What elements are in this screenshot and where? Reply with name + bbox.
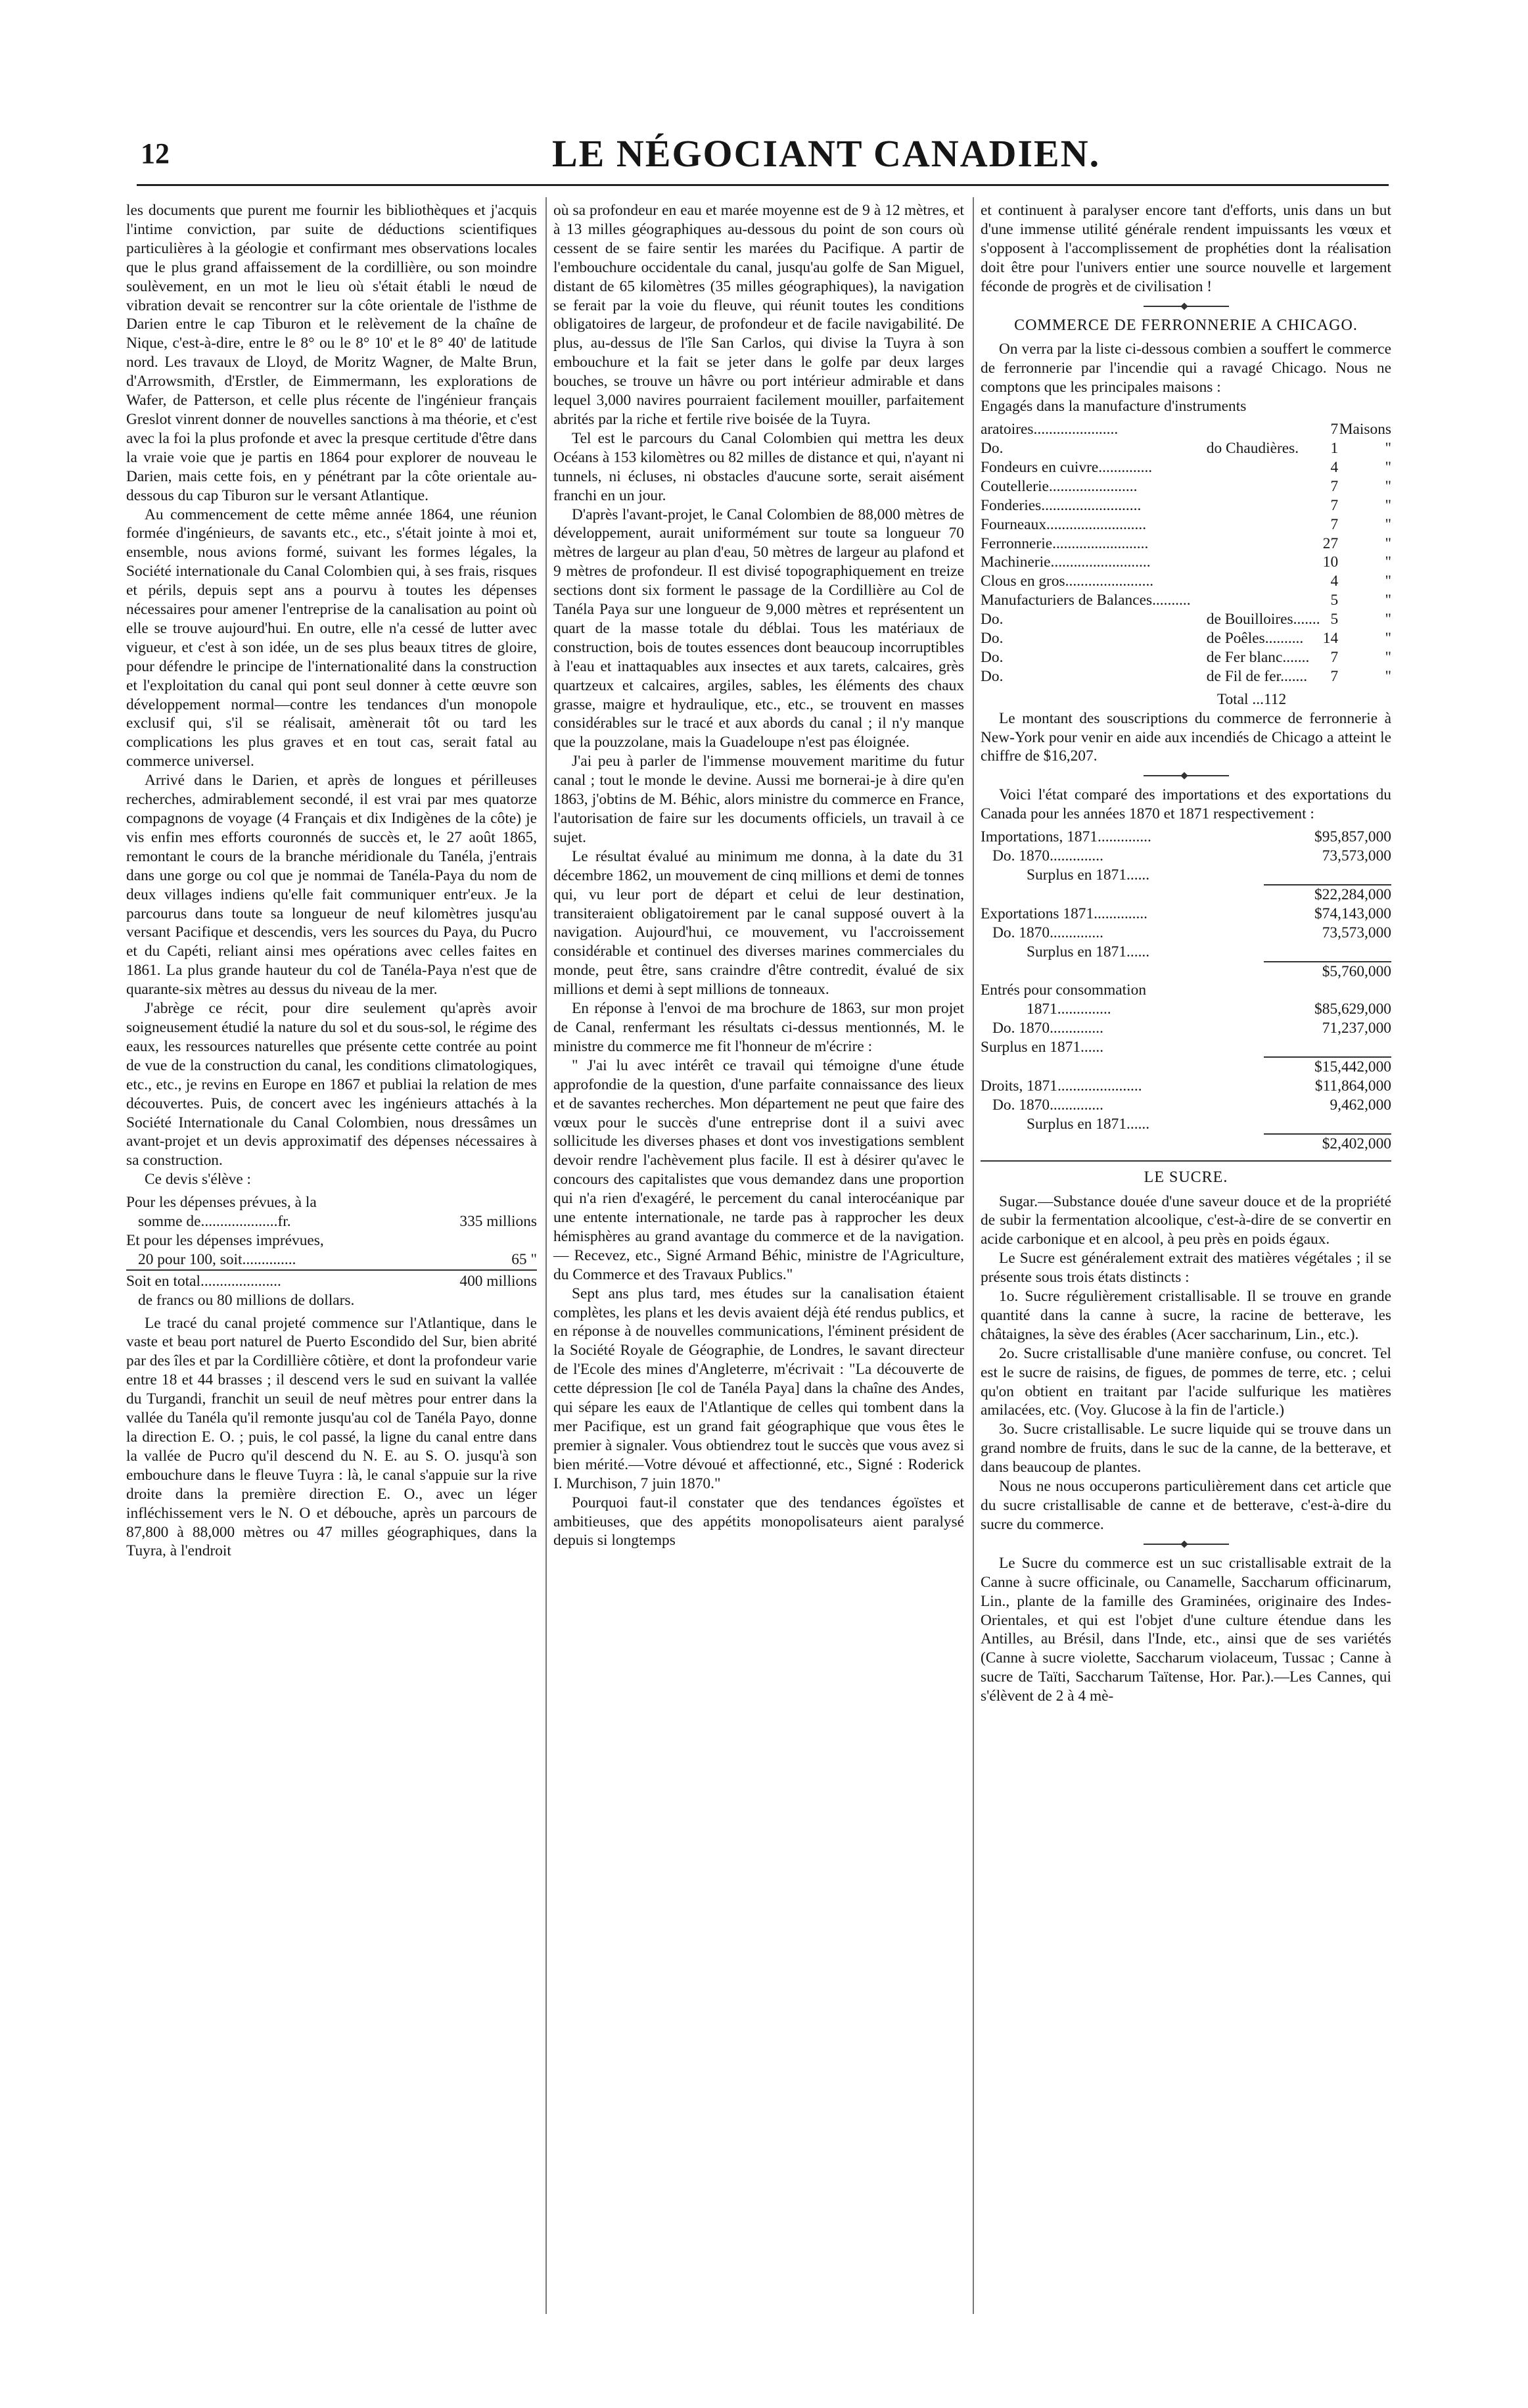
column-2 xyxy=(553,201,964,1550)
table-row xyxy=(981,1057,1391,1077)
trade-label: Do. 1870.............. xyxy=(992,847,1103,865)
trade-label xyxy=(981,962,1264,981)
devis-table xyxy=(126,1193,537,1310)
ferr-unit: " xyxy=(1385,496,1391,514)
paragraph: Le montant des souscriptions du commerce de ferronnerie à New-York pour venir en aide aux incendiés de Chicago a atteint le chiffre de $16,207. xyxy=(981,709,1391,765)
paragraph: Le résultat évalué au minimum me donna, à la date du 31 décembre 1862, un mouvement de cinq millions et demi de tonnes qui, vu leur port de départ et celui de leur destination, transiteraient obligatoirement par le canal supposé ouvert à la navigation. Aujourd'hui, ce mouvement, vu l'accroissement considérable et continuel des diverses marines commerciales du monde, peut être, sans craindre d'être contredit, évalué de six millions et demi à sept millions de tonneaux. xyxy=(553,847,964,999)
section-separator xyxy=(1144,306,1229,307)
table-row xyxy=(981,515,1391,534)
trade-label: Do. 1870.............. xyxy=(992,924,1103,941)
trade-value: $5,760,000 xyxy=(1264,962,1391,981)
paragraph: Sugar.—Substance douée d'une saveur douce et de la propriété de subir la fermentation alcoolique, c'est-à-dire de se convertir en acide carbonique et en alcool, à peu près en poids égaux. xyxy=(981,1192,1391,1248)
trade-table xyxy=(981,828,1391,1153)
paragraph: Pourquoi faut-il constater que des tendances égoïstes et ambitieuses, que des appétits monopolisateurs aient paralysé depuis si longtemps xyxy=(553,1494,964,1549)
table-row xyxy=(981,1134,1391,1154)
column-divider-1 xyxy=(545,197,547,2314)
ferronnerie-table xyxy=(981,420,1391,686)
devis-value: 65 " xyxy=(511,1250,537,1268)
ferr-sublabel xyxy=(1195,534,1323,554)
paragraph: Tel est le parcours du Canal Colombien qui mettra les deux Océans à 153 kilomètres ou 82 milles de distance et qui, n'ayant ni tunnels, ni écluses, ni obstacles d'aucune sorte, serait aisément franchi en un jour. xyxy=(553,429,964,504)
ferronnerie-total: Total ...112 xyxy=(1216,690,1287,708)
trade-value: $22,284,000 xyxy=(1264,885,1391,905)
trade-label xyxy=(981,885,1264,905)
table-row xyxy=(981,885,1391,905)
section-separator xyxy=(1144,1544,1229,1545)
ferr-label: Do. xyxy=(981,439,1004,457)
ferr-count: 10 xyxy=(1322,554,1339,571)
ferr-unit: " xyxy=(1385,439,1391,457)
paragraph: Ce devis s'élève : xyxy=(145,1171,252,1189)
trade-label: 1871.............. xyxy=(1027,1001,1111,1018)
table-row xyxy=(981,924,1391,943)
trade-value: 73,573,000 xyxy=(1322,924,1391,941)
trade-value: $2,402,000 xyxy=(1264,1134,1391,1154)
ferr-label: Manufacturiers de Balances.......... xyxy=(981,592,1191,609)
ferr-count: 5 xyxy=(1330,592,1339,609)
table-row xyxy=(981,629,1391,648)
ferr-unit: " xyxy=(1385,667,1391,685)
table-row xyxy=(981,591,1391,610)
paragraph: Sept ans plus tard, mes études sur la canalisation étaient complètes, les plans et les devis avaient déjà été rendus publics, et en réponse à de nouvelles communications, l'éminent président de la Société Royale de Géographie, de Londres, le savant directeur de l'Ecole des mines d'Angleterre, m'écrivait : "La découverte de cette dépression [le col de Tanéla Paya] dans la chaîne des Andes, qui sépare les eaux de l'Atlantique de celles qui tombent dans la mer Pacifique, est un grand fait géographique que vous êtes le premier à signaler. Vous obtiendrez tout le succès que vous avez si bien mérité.—Votre dévoué et affectionné, etc., Signé : Roderick I. Murchison, 7 juin 1870." xyxy=(553,1285,964,1492)
trade-value xyxy=(1264,866,1391,885)
ferr-sublabel xyxy=(1195,458,1323,477)
trade-value xyxy=(1264,1115,1391,1134)
ferr-count: 7 xyxy=(1330,496,1339,514)
paragraph: 1o. Sucre régulièrement cristallisable. Il se trouve en grande quantité dans la canne à sucre, la racine de betterave, les châtaignes, la sève des érables (Acer saccharinum, Lin., etc.). xyxy=(981,1288,1391,1343)
ferr-count: 7 xyxy=(1330,477,1339,495)
trade-label: Exportations 1871.............. xyxy=(981,905,1148,922)
paragraph: 2o. Sucre cristallisable d'une manière confuse, ou concret. Tel est le sucre de raisins, de figues, de pommes de terre, etc. ; celui qu'on obtient en traitant par l'acide sulfurique les matières amilacées, etc. (Voy. Glucose à la fin de l'article.) xyxy=(981,1344,1391,1419)
ferr-count: 4 xyxy=(1330,573,1339,590)
trade-label: Droits, 1871...................... xyxy=(981,1077,1142,1095)
ferr-sublabel xyxy=(1195,591,1323,610)
trade-value: $85,629,000 xyxy=(1314,1001,1391,1018)
ferr-label: Do. xyxy=(981,630,1004,648)
ferr-count: 7 xyxy=(1330,515,1339,533)
ferr-count: 1 xyxy=(1330,439,1339,457)
ferr-sublabel xyxy=(1195,496,1323,515)
ferr-label: Coutellerie....................... xyxy=(981,477,1138,495)
devis-value: 400 millions xyxy=(408,1270,537,1291)
trade-value: 9,462,000 xyxy=(1330,1096,1391,1114)
ferr-unit: " xyxy=(1385,458,1391,476)
paragraph: Au commencement de cette même année 1864, une réunion formée d'ingénieurs, de savants etc., etc., s'était jointe à moi et, ensemble, nous avions formé, suivant les formes légales, la Société internationale du Canal Colombien qui, à ses frais, risques et périls, depuis sept ans a pourvu à toutes les dépenses nécessaires pour amener l'entreprise de la canalisation au point où elle se trouve aujourd'hui. En outre, elle n'a cessé de lutter avec vigueur, et c'est à son idée, un de ses plus beaux titres de gloire, pour défendre le principe de l'internationalité dans la construction et l'exploitation du canal qui pont seul donner à cette œuvre son développement normal—contre les tendances d'un monopole exclusif qui, s'il se réalisait, amènerait tôt ou tard les complications les plus graves et en tout cas, serait fatal au commerce universel. xyxy=(126,506,537,770)
trade-value xyxy=(1264,1038,1391,1057)
header-rule xyxy=(137,184,1389,186)
section-heading: LE SUCRE. xyxy=(1144,1168,1228,1186)
trade-value: 71,237,000 xyxy=(1322,1020,1391,1037)
ferr-unit: " xyxy=(1385,648,1391,666)
table-row xyxy=(981,572,1391,591)
ferr-unit: " xyxy=(1385,515,1391,533)
ferr-unit: " xyxy=(1385,573,1391,590)
paragraph: D'après l'avant-projet, le Canal Colombien de 88,000 mètres de développement, aurait uniformément sur toute sa longueur 70 mètres de largeur au plan d'eau, 50 mètres de largeur au plafond et 9 mètres de profondeur. Il est divisé topographiquement en treize sections dont six forment le passage de la Cordillière au Col de Tanéla Paya sur une longueur de 9,000 mètres et représentent un quart de la masse totale du déblai. Tous les matériaux de construction, bois de toutes essences dont beaucoup incorruptibles à l'eau et inattaquables aux insectes et aux tarets, calcaires, grès quartzeux et calcaires, argiles, sables, les éléments des chaux grasse, maigre et hydraulique, etc., etc., se trouvent en masses considérables sur le tracé et aux abords du canal ; il n'y manque que la pouzzolane, mais la Guadeloupe n'est pas éloignée. xyxy=(553,506,964,751)
section-separator xyxy=(981,1160,1391,1162)
table-row xyxy=(981,943,1391,962)
paragraph: On verra par la liste ci-dessous combien a souffert le commerce de ferronnerie par l'incendie qui a ravagé Chicago. Nous ne comptons que les principales maisons : xyxy=(981,341,1391,396)
table-row xyxy=(981,458,1391,477)
devis-label: Pour les dépenses prévues, à la xyxy=(126,1194,317,1212)
ferr-label: Clous en gros....................... xyxy=(981,573,1154,590)
ferr-label: Machinerie.......................... xyxy=(981,554,1151,571)
column-1 xyxy=(126,201,537,1561)
paragraph: Arrivé dans le Darien, et après de longues et périlleuses recherches, admirablement secondé, il est vrai par mes quatorze compagnons de voyage (4 Français et dix Indigènes de la côte) je vis enfin mes efforts couronnés de succès et, le 27 août 1865, remontant le cours de la branche méridionale du Tanéla, j'entrais dans une gorge ou col que je nommai de Tanéla-Paya du nom de deux villages indiens qu'elle fait communiquer entr'eux. Je la parcourus dans toute sa longueur de neuf kilomètres jusqu'au versant Pacifique et descendis, vers les sources du Paya, du Pucro et du Capéti, reliant ainsi mes opérations avec celles faites en 1861. La plus grande hauteur du col de Tanéla-Paya n'est que de quarante-six mètres au dessus du niveau de la mer. xyxy=(126,772,537,999)
newspaper-title: LE NÉGOCIANT CANADIEN. xyxy=(552,132,1101,175)
page-number: 12 xyxy=(141,137,170,170)
table-row xyxy=(981,610,1391,629)
trade-value: $74,143,000 xyxy=(1314,905,1391,922)
paragraph: 3o. Sucre cristallisable. Le sucre liquide qui se trouve dans un grand nombre de fruits, dans le suc de la canne, de la betterave, et dans beaucoup de plantes. xyxy=(981,1421,1391,1476)
column-divider-2 xyxy=(973,197,974,2314)
ferr-label: Do. xyxy=(981,667,1004,685)
ferr-count: 4 xyxy=(1330,458,1339,476)
ferr-label: Do. xyxy=(981,611,1004,628)
table-row xyxy=(981,866,1391,885)
paragraph: J'abrège ce récit, pour dire seulement qu'après avoir soigneusement étudié la nature du sol et du sous-sol, le régime des eaux, les ressources naturelles que présente cette contrée au point de vue de la construction du canal, les conditions climatologiques, etc., etc., je revins en Europe en 1867 et publiai la relation de mes découvertes. Puis, de concert avec les ingénieurs attachés à la Société Internationale du Canal Colombien, nous dressâmes un avant-projet et un devis approximatif des dépenses nécessaires à sa construction. xyxy=(126,1000,537,1169)
trade-value xyxy=(1264,981,1391,1000)
ferr-sublabel xyxy=(1195,420,1323,439)
ferr-count: 7 xyxy=(1330,648,1339,666)
ferr-label: Fonderies.......................... xyxy=(981,496,1142,514)
trade-label: Importations, 1871.............. xyxy=(981,828,1151,846)
paragraph: J'ai peu à parler de l'immense mouvement maritime du futur canal ; tout le monde le devine. Aussi me bornerai-je à dire qu'en 1863, j'obtins de M. Béhic, alors ministre du commerce en France, l'autorisation de faire sur les documents officiels, un travail à ce sujet. xyxy=(553,753,964,846)
ferr-sublabel: de Fer blanc....... xyxy=(1206,648,1310,666)
ferr-sublabel xyxy=(1195,515,1323,534)
table-row xyxy=(981,496,1391,515)
ferr-sublabel xyxy=(1195,477,1323,496)
table-row xyxy=(981,847,1391,866)
devis-label: Et pour les dépenses imprévues, xyxy=(126,1231,324,1249)
table-row xyxy=(981,667,1391,686)
ferr-unit: " xyxy=(1385,611,1391,628)
table-row xyxy=(981,1019,1391,1038)
ferr-sublabel: de Fil de fer....... xyxy=(1206,667,1308,685)
trade-label: Do. 1870.............. xyxy=(992,1020,1103,1037)
ferr-unit: " xyxy=(1385,630,1391,648)
trade-value: $95,857,000 xyxy=(1314,828,1391,846)
trade-value: $11,864,000 xyxy=(1314,1077,1391,1095)
table-row xyxy=(981,477,1391,496)
ferr-count: 14 xyxy=(1322,630,1339,648)
trade-label: Entrés pour consommation xyxy=(981,981,1147,999)
devis-label: Soit en total..................... xyxy=(126,1270,408,1291)
table-row xyxy=(981,420,1391,439)
paragraph: Nous ne nous occuperons particulièrement dans cet article que du sucre cristallisable de canne et de betterave, c'est-à-dire du sucre du commerce. xyxy=(981,1478,1391,1533)
table-row xyxy=(981,1096,1391,1115)
column-3 xyxy=(981,201,1391,1706)
table-row xyxy=(981,439,1391,458)
trade-label: Surplus en 1871...... xyxy=(981,1039,1104,1056)
ferr-count: 5 xyxy=(1330,611,1339,628)
trade-label: Surplus en 1871...... xyxy=(1027,943,1150,960)
ferr-count: 7 xyxy=(1330,667,1339,685)
table-row xyxy=(981,1077,1391,1096)
ferr-unit: " xyxy=(1385,534,1391,552)
trade-value: 73,573,000 xyxy=(1322,847,1391,865)
trade-value: $15,442,000 xyxy=(1264,1057,1391,1077)
ferr-label: Ferronnerie......................... xyxy=(981,534,1149,552)
paragraph: Voici l'état comparé des importations et des exportations du Canada pour les années 1870 et 1871 respectivement : xyxy=(981,786,1391,823)
ferr-label: Fourneaux.......................... xyxy=(981,515,1147,533)
trade-label xyxy=(981,1057,1264,1077)
paragraph: En réponse à l'envoi de ma brochure de 1863, sur mon projet de Canal, renfermant les résultats ci-dessus mentionnés, M. le ministre du commerce me fit l'honneur de m'écrire : xyxy=(553,1000,964,1055)
table-row xyxy=(981,1038,1391,1057)
ferr-unit: " xyxy=(1385,477,1391,495)
table-row xyxy=(981,648,1391,667)
table-row xyxy=(981,828,1391,847)
trade-label: Surplus en 1871...... xyxy=(1027,866,1150,884)
ferr-label: Do. xyxy=(981,648,1004,666)
paragraph: Le Sucre du commerce est un suc cristallisable extrait de la Canne à sucre officinale, ou Canamelle, Saccharum officinarum, Lin., plante de la famille des Graminées, originaire des Indes-Orientales, et qui est l'objet d'une culture étendue dans les Antilles, au Brésil, dans l'Inde, etc., ainsi que de ses variétés (Canne à sucre violette, Saccharum violaceum, Tussac ; Canne à sucre de Taïti, Saccharum Taïtense, Hor. Par.).—Les Cannes, qui s'élèvent de 2 à 4 mè- xyxy=(981,1554,1391,1705)
ferr-unit: Maisons xyxy=(1339,421,1391,438)
ferr-sublabel: do Chaudières. xyxy=(1206,439,1299,457)
table-row xyxy=(981,905,1391,924)
trade-label: Surplus en 1871...... xyxy=(1027,1115,1150,1133)
section-separator xyxy=(1144,775,1229,776)
ferr-label: Fondeurs en cuivre.............. xyxy=(981,458,1153,476)
paragraph: et continuent à paralyser encore tant d'efforts, unis dans un but d'une immense utilité générale rendent impuissants les vœux et s'opposent à l'accomplissement de prophéties dont la réalisation doit être pour l'univers entier une source nouvelle et largement féconde de progrès et de civilisation ! xyxy=(981,202,1391,295)
ferr-sublabel xyxy=(1195,572,1323,591)
quotation: " J'ai lu avec intérêt ce travail qui témoigne d'une étude approfondie de la question, d'une parfaite connaissance des lieux et de savantes recherches. Mon département ne peut que faire des vœux pour le succès d'une entreprise dont il a suivi avec sollicitude les diverses phases et dont vos investigations semblent devoir rendre l'achèvement plus facile. Il est à désirer qu'avec le concours des capitalistes que vous demandez dans une proportion qui n'a rien d'exagéré, le percement du canal interocéanique par une entente internationale, ne tarde pas à rapprocher les deux hémisphères au grand avantage du commerce et de la navigation.— Recevez, etc., Signé Armand Béhic, ministre de l'Agriculture, du Commerce et des Travaux Publics." xyxy=(553,1056,964,1283)
table-row xyxy=(981,1115,1391,1134)
trade-label xyxy=(981,1134,1264,1154)
ferr-unit: " xyxy=(1385,554,1391,571)
paragraph: les documents que purent me fournir les bibliothèques et j'acquis l'intime conviction, par suite de déductions scientifiques particulières à la géologie et confirmant mes observations locales que le plus grand affaissement de la cordillière, ou son moindre soulèvement, en un mot le lieu où s'était établi le nœud de vibration devait se rencontrer sur la côte orientale de l'isthme de Darien entre le cap Tiburon et le relèvement de la chaîne de Nique, c'est-à-dire, entre le 8° ou le 8° 10' et le 8° 40' de latitude nord. Les travaux de Lloyd, de Moritz Wagner, de Malte Brun, d'Arrowsmith, d'Erstler, de Eimmermann, les explorations de Wafer, de Patterson, et celle plus récente de l'ingénieur français Greslot vinrent donner de nouvelles sanctions à ma théorie, et c'est avec la foi la plus profonde et avec la presque certitude d'être dans la vraie voie que je partis en 1864 pour explorer de nouveau le Darien, mais cette fois, en y pénétrant par la côte orientale au-dessous du cap Tiburon sur le versant Atlantique. xyxy=(126,202,537,504)
ferr-sublabel: de Bouilloires....... xyxy=(1206,611,1320,628)
trade-label: Do. 1870.............. xyxy=(992,1096,1103,1114)
table-row xyxy=(981,534,1391,554)
ferr-count: 27 xyxy=(1322,534,1339,552)
ferr-sublabel xyxy=(1195,553,1323,572)
table-row xyxy=(981,1000,1391,1019)
section-heading: COMMERCE DE FERRONNERIE A CHICAGO. xyxy=(1014,316,1358,334)
devis-label: de francs ou 80 millions de dollars. xyxy=(138,1291,355,1309)
trade-value xyxy=(1264,943,1391,962)
devis-label: 20 pour 100, soit.............. xyxy=(138,1250,296,1268)
ferr-sublabel: de Poêles.......... xyxy=(1206,630,1304,648)
table-row xyxy=(981,981,1391,1000)
paragraph: Le Sucre est généralement extrait des matières végétales ; il se présente sous trois états distincts : xyxy=(981,1250,1391,1287)
ferr-count: 7 xyxy=(1330,421,1339,438)
paragraph: où sa profondeur en eau et marée moyenne est de 9 à 12 mètres, et à 13 milles géographiques au-dessous du point de son cours où cessent de se faire sentir les marées du Pacifique. A partir de l'embouchure occidentale du canal, jusqu'au golfe de San Miguel, distant de 65 kilomètres (35 milles géographiques), la navigation se ferait par la voie du fleuve, qui réunit toutes les conditions obligatoires de largeur, de profondeur et de facile navigabilité. De plus, au-dessus de l'île San Carlos, qui divise la Tuyra à son embouchure et la fait se jeter dans le golfe par deux larges bouches, se trouve un hâvre ou port intérieur admirable et dans lequel 3,000 navires pourraient facilement mouiller, parfaitement abrités par la riche et fertile rive boisée de la Tuyra. xyxy=(553,202,964,428)
table-row xyxy=(981,553,1391,572)
paragraph: Le tracé du canal projeté commence sur l'Atlantique, dans le vaste et beau port naturel de Puerto Escondido del Sur, bien abrité par des îles et par la Cordillière côtière, et dont la profondeur varie entre 18 et 44 brasses ; il descend vers le sud en suivant la vallée du Turgandi, franchit un seuil de neuf mètres pour entrer dans la vallée du Tanéla qu'il remonte jusqu'au col de Tanéla Payo, donne la direction E. O. ; puis, le col passé, la ligne du canal entre dans la vallée de Pucro qu'il descend du N. E. au S. O. jusqu'à son embouchure dans le fleuve Tuyra : là, le canal s'appuie sur la rive droite dans la première direction E. O., avec un léger infléchissement vers le N. O et débouche, après un parcours de 87,800 à 88,000 mètres ou 47 milles géographiques, dans la Tuyra, à l'endroit xyxy=(126,1314,537,1560)
devis-value: 335 millions xyxy=(459,1213,537,1231)
ferr-label: aratoires...................... xyxy=(981,421,1119,438)
table-row xyxy=(981,962,1391,981)
devis-label: somme de....................fr. xyxy=(138,1213,291,1231)
ferr-unit: " xyxy=(1385,592,1391,609)
paragraph: Engagés dans la manufacture d'instruments xyxy=(981,398,1247,415)
